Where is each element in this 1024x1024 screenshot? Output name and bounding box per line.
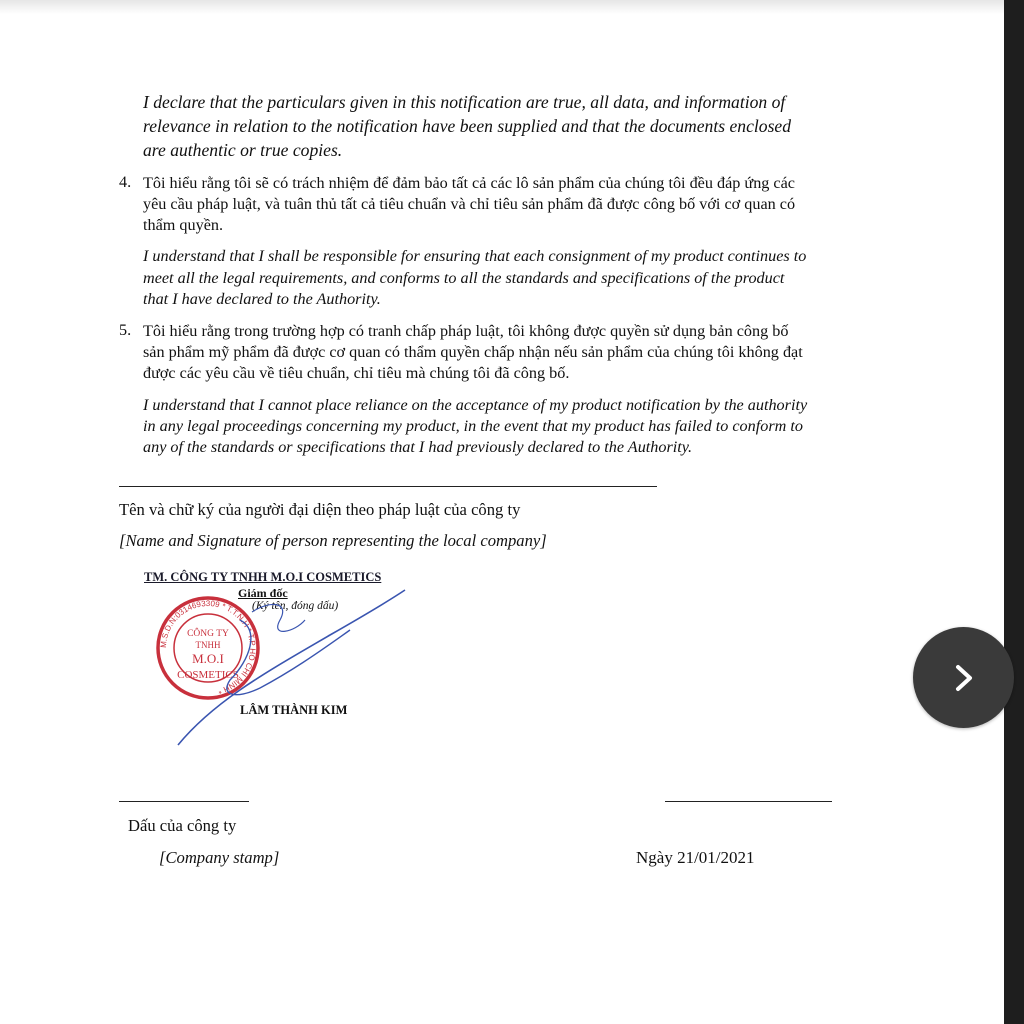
item-5-number: 5. <box>119 321 132 339</box>
stamp-role: Giám đốc <box>238 586 288 600</box>
item-4-number: 4. <box>119 173 132 191</box>
item-4-en-line-1: I understand that I shall be responsible for ensuring that each consignment of my product continues to <box>143 247 807 265</box>
stamp-signer-name: LÂM THÀNH KIM <box>240 703 348 717</box>
item-4-en-line-3: that I have declared to the Authority. <box>143 290 381 308</box>
signature-stamp-block <box>120 560 440 760</box>
item-5-en-line-1: I understand that I cannot place reliance on the acceptance of my product notification by the authority <box>143 396 808 414</box>
seal-ring-text: M.S.D.N:0314693309 * T.T.N.H * T.P HỒ CHÍ MINH * <box>158 598 258 696</box>
item-5-en-line-3: any of the standards or specifications that I had previously declared to the Authority. <box>143 438 693 456</box>
chevron-right-icon <box>949 661 979 695</box>
stamp-note: (Ký tên, đóng dấu) <box>252 600 339 612</box>
company-stamp-label-vi: Dấu của công ty <box>128 816 237 835</box>
item-4-vi-line-1: Tôi hiểu rằng tôi sẽ có trách nhiệm để đảm bảo tất cả các lô sản phẩm của chúng tôi đều đáp ứng các <box>143 174 795 192</box>
page-top-shadow <box>0 0 1004 14</box>
item-5-vi-line-3: được các yêu cầu về tiêu chuẩn, chỉ tiêu mà chúng tôi đã công bố. <box>143 364 570 382</box>
item-4-vi-line-3: thẩm quyền. <box>143 216 224 234</box>
item-4-en-line-2: meet all the legal requirements, and conforms to all the standards and specifications of the product <box>143 269 785 287</box>
date-line <box>665 801 832 802</box>
item-5-en-line-2: in any legal proceedings concerning my product, in the event that my product has failed to conform to <box>143 417 803 435</box>
signature-line <box>119 486 657 487</box>
item-4-vi-line-2: yêu cầu pháp luật, và tuân thủ tất cả tiêu chuẩn và chỉ tiêu sản phẩm đã được công bố với cơ quan có <box>143 195 796 213</box>
declaration-en-line-1: I declare that the particulars given in this notification are true, all data, and information of <box>143 92 786 112</box>
signature-label-en: [Name and Signature of person representing the local company] <box>119 531 547 550</box>
seal-line-3: M.O.I <box>192 651 224 666</box>
company-seal <box>120 560 440 760</box>
seal-line-4: COSMETICS <box>177 669 239 681</box>
next-page-button[interactable] <box>913 627 1014 728</box>
stamp-line <box>119 801 249 802</box>
handwritten-signature <box>178 590 405 745</box>
seal-line-2: TNHH <box>195 640 221 650</box>
date-label: Ngày 21/01/2021 <box>636 848 755 867</box>
signature-label-vi: Tên và chữ ký của người đại diện theo pháp luật của công ty <box>119 500 521 519</box>
stamp-company-title: TM. CÔNG TY TNHH M.O.I COSMETICS <box>144 570 382 584</box>
company-seal-stamp <box>158 598 258 698</box>
company-stamp-label-en: [Company stamp] <box>159 848 280 867</box>
seal-line-1: CÔNG TY <box>187 629 229 639</box>
item-5-vi-line-2: sản phẩm mỹ phẩm đã được cơ quan có thẩm quyền chấp nhận nếu sản phẩm của chúng tôi không đạt <box>143 343 803 361</box>
declaration-en-line-3: are authentic or true copies. <box>143 140 343 160</box>
item-5-vi-line-1: Tôi hiểu rằng trong trường hợp có tranh chấp pháp luật, tôi không được quyền sử dụng bản công bố <box>143 322 789 340</box>
viewer-scrollbar <box>1004 0 1024 1024</box>
declaration-en-line-2: relevance in relation to the notification have been supplied and that the documents enclosed <box>143 116 792 136</box>
